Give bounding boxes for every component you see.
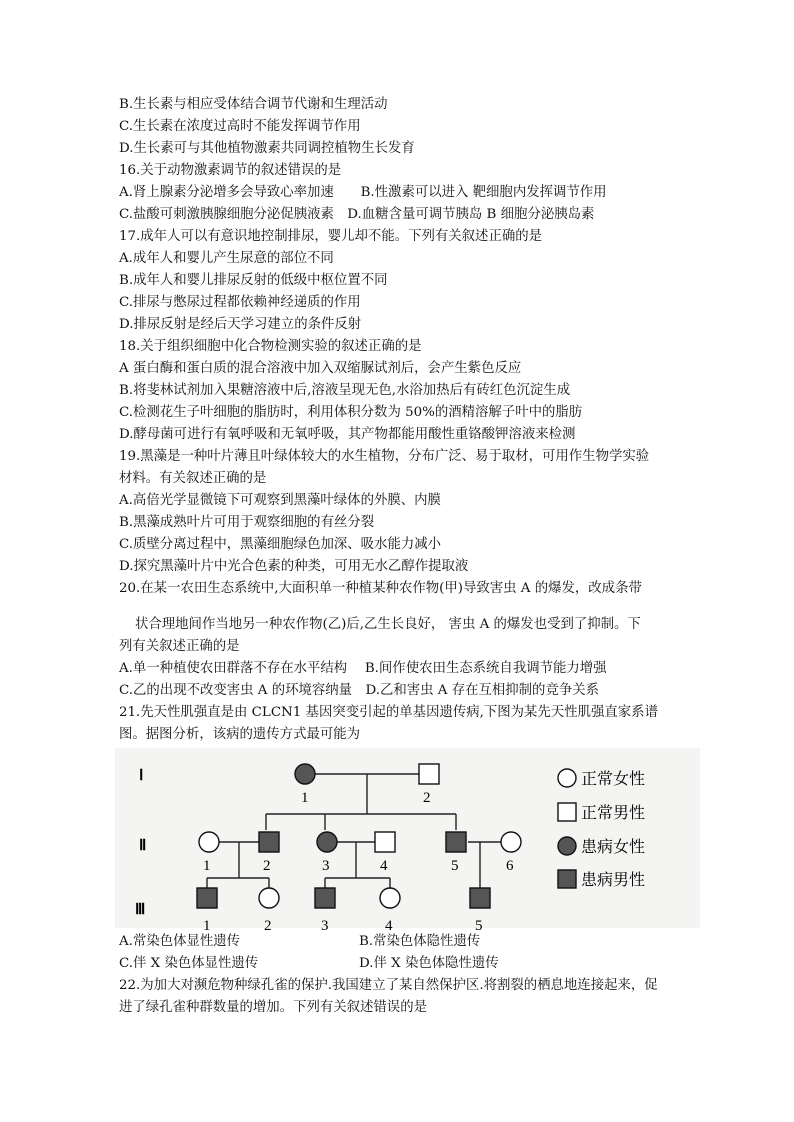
q19-option-d: D.探究黑藻叶片中光合色素的种类，可用无水乙醇作提取液 <box>119 559 469 574</box>
ii3-number: 3 <box>322 858 330 874</box>
q22-stem-line1: 22.为加大对濒危物种绿孔雀的保护.我国建立了某自然保护区.将割裂的栖息地连接起来，促 <box>119 978 658 993</box>
q19-option-a: A.高倍光学显微镜下可观察到黑藻叶绿体的外膜、内膜 <box>119 493 441 508</box>
ii4-number: 4 <box>380 858 388 874</box>
i1-number: 1 <box>301 790 309 806</box>
iii1-number: 1 <box>203 918 211 934</box>
ii2-number: 2 <box>263 858 271 874</box>
q15-option-c: C.生长素在浓度过高时不能发挥调节作用 <box>119 119 361 134</box>
q20-stem-line2: 状合理地间作当地另一种农作物(乙)后,乙生长良好， 害虫 A 的爆发也受到了抑制。下 <box>135 617 641 632</box>
q18-stem: 18.关于组织细胞中化合物检测实验的叙述正确的是 <box>119 339 422 354</box>
q21-option-b: B.常染色体隐性遗传 <box>359 934 481 949</box>
iii3-affected-male <box>315 888 335 908</box>
q18-option-c: C.检测花生子叶细胞的脂肪时，利用体积分数为 50%的酒精溶解子叶中的脂肪 <box>119 405 583 420</box>
pedigree-svg <box>115 748 700 948</box>
q17-option-a: A.成年人和婴儿产生尿意的部位不同 <box>119 251 334 266</box>
q20-stem-line1: 20.在某一农田生态系统中,大面积单一种植某种农作物(甲)导致害虫 A 的爆发，改成条带 <box>119 581 642 596</box>
ii6-normal-female <box>501 832 521 852</box>
q15-option-d: D.生长素可与其他植物激素共同调控植物生长发育 <box>119 141 415 156</box>
ii2-affected-male <box>259 832 279 852</box>
q18-option-d: D.酵母菌可进行有氧呼吸和无氧呼吸，其产物都能用酸性重铬酸钾溶液来检测 <box>119 427 576 442</box>
q21-option-d: D.伴 X 染色体隐性遗传 <box>359 956 499 971</box>
ii6-number: 6 <box>506 858 514 874</box>
q17-stem: 17.成年人可以有意识地控制排尿，婴儿却不能。下列有关叙述正确的是 <box>119 229 543 244</box>
ii3-affected-female <box>317 832 337 852</box>
i2-normal-male <box>419 764 439 784</box>
legend-normal-female-label: 正常女性 <box>581 769 646 788</box>
q21-stem-line1: 21.先天性肌强直是由 CLCN1 基因突变引起的单基因遗传病,下图为某先天性肌强直家系谱 <box>119 705 658 720</box>
iii4-number: 4 <box>385 918 393 934</box>
q19-option-c: C.质壁分离过程中，黑藻细胞绿色加深、吸水能力减小 <box>119 537 442 552</box>
q16-options-row1: A.肾上腺素分泌增多会导致心率加速 B.性激素可以进入 靶细胞内发挥调节作用 <box>119 185 607 200</box>
ii1-number: 1 <box>203 858 211 874</box>
gen-label-2: Ⅱ <box>139 838 147 854</box>
i2-number: 2 <box>423 790 431 806</box>
legend-normal-male-label: 正常男性 <box>581 803 646 822</box>
gen-label-3: Ⅲ <box>135 902 146 918</box>
legend-affected-female-label: 患病女性 <box>581 837 646 856</box>
legend-affected-male-label: 患病男性 <box>581 870 646 889</box>
i1-affected-female <box>295 764 315 784</box>
q22-stem-line2: 进了绿孔雀种群数量的增加。下列有关叙述错误的是 <box>119 1000 427 1015</box>
legend-affected-male-symbol <box>558 870 576 888</box>
pedigree-figure <box>115 748 700 934</box>
iii5-affected-male <box>470 888 490 908</box>
q19-option-b: B.黑藻成熟叶片可用于观察细胞的有丝分裂 <box>119 515 375 530</box>
q19-stem-line1: 19.黑藻是一种叶片薄且叶绿体较大的水生植物，分布广泛、易于取材，可用作生物学实验 <box>119 449 650 464</box>
q21-options-row1 <box>119 932 480 952</box>
q19-stem-line2: 材料。有关叙述正确的是 <box>119 471 267 486</box>
iii3-number: 3 <box>321 918 329 934</box>
q17-option-b: B.成年人和婴儿排尿反射的低级中枢位置不同 <box>119 273 388 288</box>
q17-option-d: D.排尿反射是经后天学习建立的条件反射 <box>119 317 362 332</box>
iii5-number: 5 <box>475 918 483 934</box>
q20-options-row2: C.乙的出现不改变害虫 A 的环境容纳量 D.乙和害虫 A 存在互相抑制的竞争关系 <box>119 683 600 698</box>
q21-option-c: C.伴 X 染色体显性遗传 <box>119 956 259 971</box>
q21-options-row2 <box>119 954 499 974</box>
ii5-number: 5 <box>451 858 459 874</box>
gen-label-1: Ⅰ <box>139 768 144 784</box>
q18-option-b: B.将斐林试剂加入果糖溶液中后,溶液呈现无色,水浴加热后有砖红色沉淀生成 <box>119 383 571 398</box>
q21-option-a: A.常染色体显性遗传 <box>119 934 241 949</box>
iii1-affected-male <box>197 888 217 908</box>
q17-option-c: C.排尿与憋尿过程都依赖神经递质的作用 <box>119 295 361 310</box>
ii1-normal-female <box>199 832 219 852</box>
q16-options-row2: C.盐酸可刺激胰腺细胞分泌促胰液素 D.血糖含量可调节胰岛 B 细胞分泌胰岛素 <box>119 207 595 222</box>
iii4-normal-female <box>380 888 400 908</box>
ii5-affected-male <box>446 832 466 852</box>
q20-stem-line3: 列有关叙述正确的是 <box>119 639 240 654</box>
legend-normal-male-symbol <box>558 803 576 821</box>
legend-affected-female-symbol <box>558 837 576 855</box>
iii2-normal-female <box>259 888 279 908</box>
legend-normal-female-symbol <box>558 769 576 787</box>
q15-option-b: B.生长素与相应受体结合调节代谢和生理活动 <box>119 97 388 112</box>
ii4-normal-male <box>375 832 395 852</box>
iii2-number: 2 <box>264 918 272 934</box>
q21-stem-line2: 图。据图分析，该病的遗传方式最可能为 <box>119 727 361 742</box>
q18-option-a: A 蛋白酶和蛋白质的混合溶液中加入双缩脲试剂后，会产生紫色反应 <box>119 361 522 376</box>
q20-options-row1: A.单一种植使农田群落不存在水平结构 B.间作使农田生态系统自我调节能力增强 <box>119 661 607 676</box>
q16-stem: 16.关于动物激素调节的叙述错误的是 <box>119 163 342 178</box>
